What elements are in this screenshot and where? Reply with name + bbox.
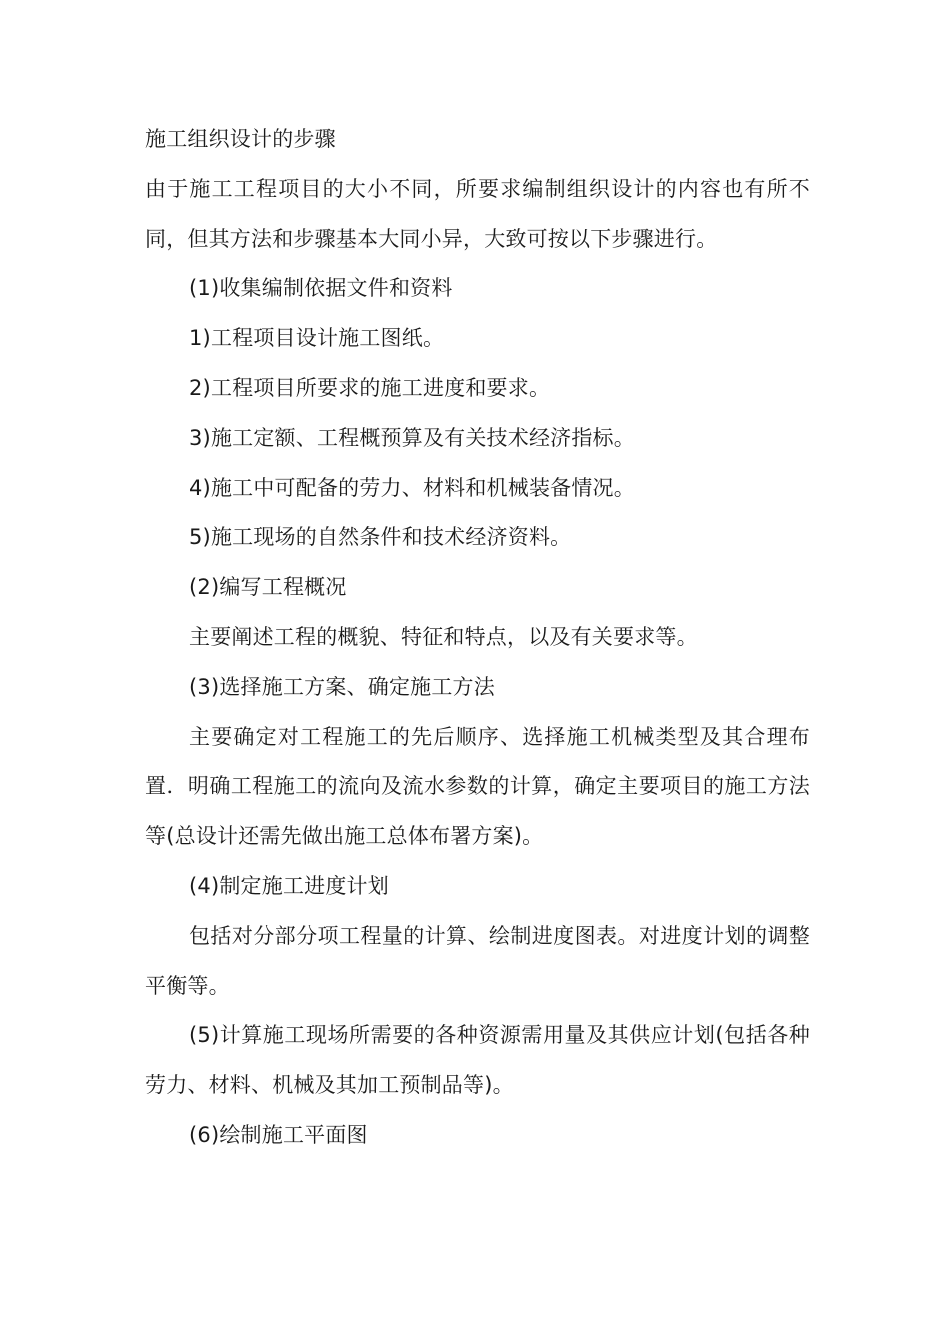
- document-body: [145, 115, 810, 1161]
- paragraph: (6)绘制施工平面图: [189, 1122, 368, 1147]
- paragraph: 3)施工定额、工程概预算及有关技术经济指标。: [189, 425, 635, 450]
- paragraph: (5)计算施工现场所需要的各种资源需用量及其供应计划(包括各种劳力、材料、机械及其加工预制品等)。: [145, 1023, 810, 1098]
- paragraph: 1)工程项目设计施工图纸。: [189, 326, 445, 351]
- paragraph: 主要阐述工程的概貌、特征和特点，以及有关要求等。: [189, 624, 698, 649]
- paragraph: 主要确定对工程施工的先后顺序、选择施工机械类型及其合理布置．明确工程施工的流向及流水参数的计算，确定主要项目的施工方法等(总设计还需先做出施工总体布署方案)。: [145, 724, 810, 849]
- paragraph: 4)施工中可配备的劳力、材料和机械装备情况。: [189, 475, 635, 500]
- paragraph: 2)工程项目所要求的施工进度和要求。: [189, 375, 551, 400]
- paragraph: 5)施工现场的自然条件和技术经济资料。: [189, 525, 572, 550]
- paragraph: 由于施工工程项目的大小不同，所要求编制组织设计的内容也有所不同，但其方法和步骤基本大同小异，大致可按以下步骤进行。: [145, 176, 810, 251]
- paragraph: (2)编写工程概况: [189, 575, 347, 600]
- paragraph: (3)选择施工方案、确定施工方法: [189, 674, 495, 699]
- paragraph: 包括对分部分项工程量的计算、绘制进度图表。对进度计划的调整平衡等。: [145, 923, 810, 998]
- document-title: 施工组织设计的步骤: [145, 127, 336, 151]
- paragraph: (4)制定施工进度计划: [189, 873, 389, 898]
- paragraph: (1)收集编制依据文件和资料: [189, 276, 453, 301]
